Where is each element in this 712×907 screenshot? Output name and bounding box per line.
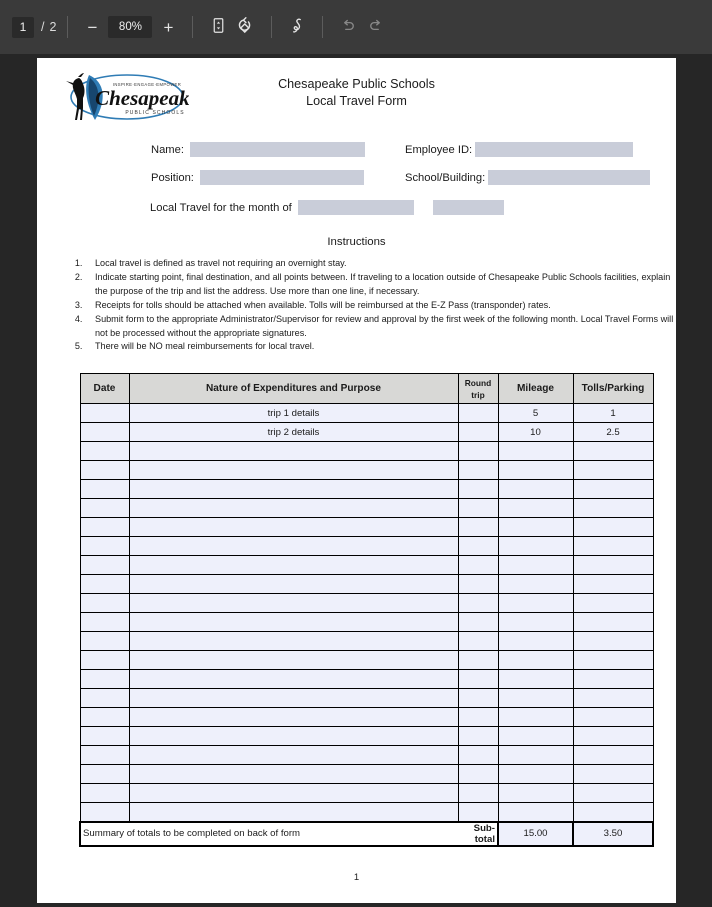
row-cell-date[interactable] bbox=[80, 575, 129, 594]
row-cell-tolls[interactable] bbox=[573, 803, 653, 822]
row-cell-nature[interactable] bbox=[129, 461, 458, 480]
instruction-item: 1. Local travel is defined as travel not requiring an overnight stay. bbox=[85, 257, 676, 271]
school-building-input[interactable] bbox=[488, 170, 650, 185]
row-cell-mileage[interactable] bbox=[498, 689, 573, 708]
row-cell-tolls[interactable] bbox=[573, 708, 653, 727]
school-building-field-row bbox=[405, 170, 650, 185]
month-label: Local Travel for the month of bbox=[150, 201, 292, 214]
row-cell-round-trip[interactable] bbox=[458, 442, 498, 461]
row-cell-mileage[interactable] bbox=[498, 632, 573, 651]
row-cell-round-trip[interactable] bbox=[458, 765, 498, 784]
ink-draw-icon bbox=[288, 16, 307, 38]
subtotal-mileage-value[interactable]: 15.00 bbox=[498, 822, 573, 846]
row-cell-nature[interactable] bbox=[129, 594, 458, 613]
row-cell-mileage[interactable]: 5 bbox=[498, 404, 573, 423]
table-row bbox=[80, 556, 653, 575]
row-cell-date[interactable] bbox=[80, 518, 129, 537]
row-cell-round-trip[interactable] bbox=[458, 727, 498, 746]
row-cell-round-trip[interactable] bbox=[458, 537, 498, 556]
title-line-1: Chesapeake Public Schools bbox=[278, 77, 435, 91]
row-cell-date[interactable] bbox=[80, 651, 129, 670]
row-cell-nature[interactable] bbox=[129, 708, 458, 727]
row-cell-tolls[interactable] bbox=[573, 689, 653, 708]
table-row bbox=[80, 727, 653, 746]
row-cell-date[interactable] bbox=[80, 556, 129, 575]
table-row bbox=[80, 651, 653, 670]
instruction-item: 2. Indicate starting point, final destination, and all points between. If traveling to a location outside of Chesapeake Public Schools facilities, explain the purpose of the trip and list the address. Use more than one line, if necessary. bbox=[85, 271, 676, 299]
instructions-list bbox=[85, 257, 676, 354]
toolbar-divider bbox=[271, 16, 272, 38]
row-cell-mileage[interactable] bbox=[498, 461, 573, 480]
row-cell-mileage[interactable] bbox=[498, 556, 573, 575]
pdf-toolbar bbox=[0, 0, 712, 54]
position-label: Position: bbox=[151, 171, 194, 184]
redo-icon bbox=[367, 17, 385, 38]
position-field-row bbox=[151, 170, 364, 185]
table-row bbox=[80, 499, 653, 518]
row-cell-tolls[interactable] bbox=[573, 499, 653, 518]
svg-text:Chesapeake: Chesapeake bbox=[95, 86, 189, 110]
round-trip-line-1: Round bbox=[464, 377, 492, 388]
row-cell-tolls[interactable] bbox=[573, 480, 653, 499]
row-cell-round-trip[interactable] bbox=[458, 689, 498, 708]
table-row bbox=[80, 537, 653, 556]
row-cell-round-trip[interactable] bbox=[458, 803, 498, 822]
row-cell-date[interactable] bbox=[80, 480, 129, 499]
position-input[interactable] bbox=[200, 170, 364, 185]
subtotal-row bbox=[80, 822, 653, 846]
row-cell-tolls[interactable] bbox=[573, 575, 653, 594]
row-cell-nature[interactable] bbox=[129, 651, 458, 670]
row-cell-date[interactable] bbox=[80, 613, 129, 632]
row-cell-nature[interactable] bbox=[129, 670, 458, 689]
row-cell-nature[interactable] bbox=[129, 575, 458, 594]
row-cell-mileage[interactable] bbox=[498, 651, 573, 670]
page-title bbox=[37, 76, 676, 110]
row-cell-tolls[interactable] bbox=[573, 651, 653, 670]
row-cell-date[interactable] bbox=[80, 537, 129, 556]
row-cell-tolls[interactable] bbox=[573, 765, 653, 784]
row-cell-tolls[interactable] bbox=[573, 537, 653, 556]
row-cell-round-trip[interactable] bbox=[458, 594, 498, 613]
row-cell-date[interactable] bbox=[80, 423, 129, 442]
row-cell-mileage[interactable] bbox=[498, 803, 573, 822]
table-row bbox=[80, 518, 653, 537]
column-header-nature: Nature of Expenditures and Purpose bbox=[129, 374, 458, 404]
row-cell-round-trip[interactable] bbox=[458, 632, 498, 651]
row-cell-date[interactable] bbox=[80, 765, 129, 784]
row-cell-mileage[interactable] bbox=[498, 575, 573, 594]
year-input[interactable] bbox=[433, 200, 504, 215]
row-cell-round-trip[interactable] bbox=[458, 518, 498, 537]
row-cell-tolls[interactable] bbox=[573, 461, 653, 480]
zoom-in-button[interactable]: + bbox=[155, 14, 181, 40]
row-cell-tolls[interactable] bbox=[573, 784, 653, 803]
row-cell-mileage[interactable] bbox=[498, 480, 573, 499]
zoom-level-input[interactable] bbox=[108, 16, 152, 38]
table-row bbox=[80, 803, 653, 822]
name-field-row bbox=[151, 142, 365, 157]
rotate-button[interactable] bbox=[232, 14, 260, 40]
table-header bbox=[80, 374, 653, 404]
subtotal-label: Sub-total bbox=[458, 822, 498, 846]
table-row bbox=[80, 613, 653, 632]
row-cell-round-trip[interactable] bbox=[458, 708, 498, 727]
table-row bbox=[80, 461, 653, 480]
pdf-page bbox=[37, 58, 676, 903]
row-cell-round-trip[interactable] bbox=[458, 784, 498, 803]
row-cell-nature[interactable] bbox=[129, 746, 458, 765]
redo-button[interactable] bbox=[362, 14, 390, 40]
row-cell-nature[interactable] bbox=[129, 518, 458, 537]
row-cell-date[interactable] bbox=[80, 594, 129, 613]
row-cell-date[interactable] bbox=[80, 746, 129, 765]
table-row bbox=[80, 594, 653, 613]
row-cell-tolls[interactable] bbox=[573, 594, 653, 613]
row-cell-round-trip[interactable] bbox=[458, 404, 498, 423]
row-cell-date[interactable] bbox=[80, 803, 129, 822]
row-cell-mileage[interactable] bbox=[498, 537, 573, 556]
row-cell-nature[interactable] bbox=[129, 537, 458, 556]
row-cell-tolls[interactable] bbox=[573, 442, 653, 461]
name-input[interactable] bbox=[190, 142, 365, 157]
row-cell-mileage[interactable] bbox=[498, 784, 573, 803]
row-cell-date[interactable] bbox=[80, 727, 129, 746]
row-cell-date[interactable] bbox=[80, 784, 129, 803]
subtotal-description: Summary of totals to be completed on back of form bbox=[80, 822, 458, 846]
subtotal-tolls-value[interactable]: 3.50 bbox=[573, 822, 653, 846]
ink-draw-button[interactable] bbox=[283, 14, 311, 40]
toolbar-divider bbox=[322, 16, 323, 38]
row-cell-mileage[interactable] bbox=[498, 708, 573, 727]
row-cell-date[interactable] bbox=[80, 670, 129, 689]
title-line-2: Local Travel Form bbox=[306, 94, 407, 108]
row-cell-tolls[interactable] bbox=[573, 670, 653, 689]
table-row bbox=[80, 575, 653, 594]
row-cell-nature[interactable] bbox=[129, 556, 458, 575]
row-cell-nature[interactable] bbox=[129, 727, 458, 746]
row-cell-round-trip[interactable] bbox=[458, 613, 498, 632]
table-row bbox=[80, 404, 653, 423]
undo-icon bbox=[339, 17, 357, 38]
table-row bbox=[80, 765, 653, 784]
instruction-item: 5. There will be NO meal reimbursements for local travel. bbox=[85, 340, 676, 354]
row-cell-nature[interactable] bbox=[129, 632, 458, 651]
table-row bbox=[80, 708, 653, 727]
row-cell-mileage[interactable]: 10 bbox=[498, 423, 573, 442]
pdf-viewer[interactable] bbox=[0, 54, 712, 907]
row-cell-nature[interactable] bbox=[129, 784, 458, 803]
row-cell-nature[interactable] bbox=[129, 689, 458, 708]
row-cell-mileage[interactable] bbox=[498, 765, 573, 784]
row-cell-mileage[interactable] bbox=[498, 442, 573, 461]
row-cell-round-trip[interactable] bbox=[458, 670, 498, 689]
undo-button[interactable] bbox=[334, 14, 362, 40]
table-header-row bbox=[80, 374, 653, 404]
row-cell-date[interactable] bbox=[80, 499, 129, 518]
document-header bbox=[37, 58, 676, 126]
table-row bbox=[80, 632, 653, 651]
toolbar-divider bbox=[192, 16, 193, 38]
row-cell-mileage[interactable] bbox=[498, 746, 573, 765]
row-cell-tolls[interactable] bbox=[573, 727, 653, 746]
row-cell-nature[interactable] bbox=[129, 613, 458, 632]
row-cell-nature[interactable] bbox=[129, 442, 458, 461]
page-footer-number: 1 bbox=[353, 871, 360, 883]
row-cell-round-trip[interactable] bbox=[458, 556, 498, 575]
table-row bbox=[80, 689, 653, 708]
instructions-heading: Instructions bbox=[327, 236, 386, 248]
svg-text:INSPIRE·ENGAGE·EMPOWER: INSPIRE·ENGAGE·EMPOWER bbox=[112, 82, 182, 87]
table-row bbox=[80, 746, 653, 765]
month-field-row bbox=[150, 200, 504, 215]
row-cell-mileage[interactable] bbox=[498, 670, 573, 689]
page-fit-icon bbox=[210, 17, 227, 37]
row-cell-tolls[interactable] bbox=[573, 613, 653, 632]
row-cell-tolls[interactable] bbox=[573, 632, 653, 651]
row-cell-mileage[interactable] bbox=[498, 727, 573, 746]
page-fit-button[interactable] bbox=[204, 14, 232, 40]
svg-text:PUBLIC SCHOOLS: PUBLIC SCHOOLS bbox=[125, 110, 185, 116]
form-fields-section bbox=[37, 142, 676, 224]
row-cell-round-trip[interactable] bbox=[458, 480, 498, 499]
row-cell-tolls[interactable] bbox=[573, 518, 653, 537]
row-cell-mileage[interactable] bbox=[498, 499, 573, 518]
instruction-item: 3. Receipts for tolls should be attached when available. Tolls will be reimbursed at the E-Z Pass (transponder) rates. bbox=[85, 299, 676, 313]
table-row bbox=[80, 480, 653, 499]
toolbar-divider bbox=[67, 16, 68, 38]
row-cell-date[interactable] bbox=[80, 708, 129, 727]
employee-id-input[interactable] bbox=[475, 142, 633, 157]
page-navigation-group bbox=[12, 17, 56, 38]
employee-id-field-row bbox=[405, 142, 633, 157]
table-row bbox=[80, 784, 653, 803]
month-input[interactable] bbox=[298, 200, 414, 215]
row-cell-nature[interactable] bbox=[129, 765, 458, 784]
instruction-item: 4. Submit form to the appropriate Administrator/Supervisor for review and approval by the first week of the following month. Local Travel Forms will not be processed without the appropriate signatures. bbox=[85, 313, 676, 341]
row-cell-date[interactable] bbox=[80, 689, 129, 708]
row-cell-date[interactable] bbox=[80, 461, 129, 480]
column-header-mileage: Mileage bbox=[498, 374, 573, 404]
row-cell-nature[interactable] bbox=[129, 499, 458, 518]
table-body bbox=[80, 404, 653, 822]
row-cell-round-trip[interactable] bbox=[458, 461, 498, 480]
round-trip-line-2: trip bbox=[471, 389, 485, 400]
table-row bbox=[80, 670, 653, 689]
row-cell-mileage[interactable] bbox=[498, 594, 573, 613]
row-cell-nature[interactable]: trip 1 details bbox=[129, 404, 458, 423]
row-cell-tolls[interactable]: 2.5 bbox=[573, 423, 653, 442]
total-pages-label: 2 bbox=[49, 20, 57, 34]
row-cell-tolls[interactable] bbox=[573, 746, 653, 765]
school-building-label: School/Building: bbox=[405, 171, 486, 184]
row-cell-round-trip[interactable] bbox=[458, 499, 498, 518]
page-separator: / bbox=[41, 20, 45, 34]
row-cell-mileage[interactable] bbox=[498, 613, 573, 632]
column-header-date: Date bbox=[80, 374, 129, 404]
row-cell-nature[interactable] bbox=[129, 803, 458, 822]
row-cell-nature[interactable] bbox=[129, 480, 458, 499]
zoom-out-button[interactable]: − bbox=[79, 14, 105, 40]
row-cell-round-trip[interactable] bbox=[458, 746, 498, 765]
name-label: Name: bbox=[151, 143, 184, 156]
row-cell-round-trip[interactable] bbox=[458, 651, 498, 670]
row-cell-tolls[interactable] bbox=[573, 556, 653, 575]
employee-id-label: Employee ID: bbox=[405, 143, 473, 156]
table-row bbox=[80, 423, 653, 442]
column-header-round-trip bbox=[458, 374, 498, 404]
travel-expenses-table bbox=[79, 373, 654, 847]
row-cell-tolls[interactable]: 1 bbox=[573, 404, 653, 423]
row-cell-date[interactable] bbox=[80, 404, 129, 423]
column-header-tolls: Tolls/Parking bbox=[573, 374, 653, 404]
row-cell-nature[interactable]: trip 2 details bbox=[129, 423, 458, 442]
page-number-input[interactable] bbox=[12, 17, 34, 38]
rotate-icon bbox=[237, 16, 256, 38]
row-cell-date[interactable] bbox=[80, 442, 129, 461]
row-cell-round-trip[interactable] bbox=[458, 423, 498, 442]
zoom-group bbox=[79, 14, 181, 40]
row-cell-mileage[interactable] bbox=[498, 518, 573, 537]
row-cell-round-trip[interactable] bbox=[458, 575, 498, 594]
table-footer bbox=[80, 822, 653, 846]
row-cell-date[interactable] bbox=[80, 632, 129, 651]
table-row bbox=[80, 442, 653, 461]
